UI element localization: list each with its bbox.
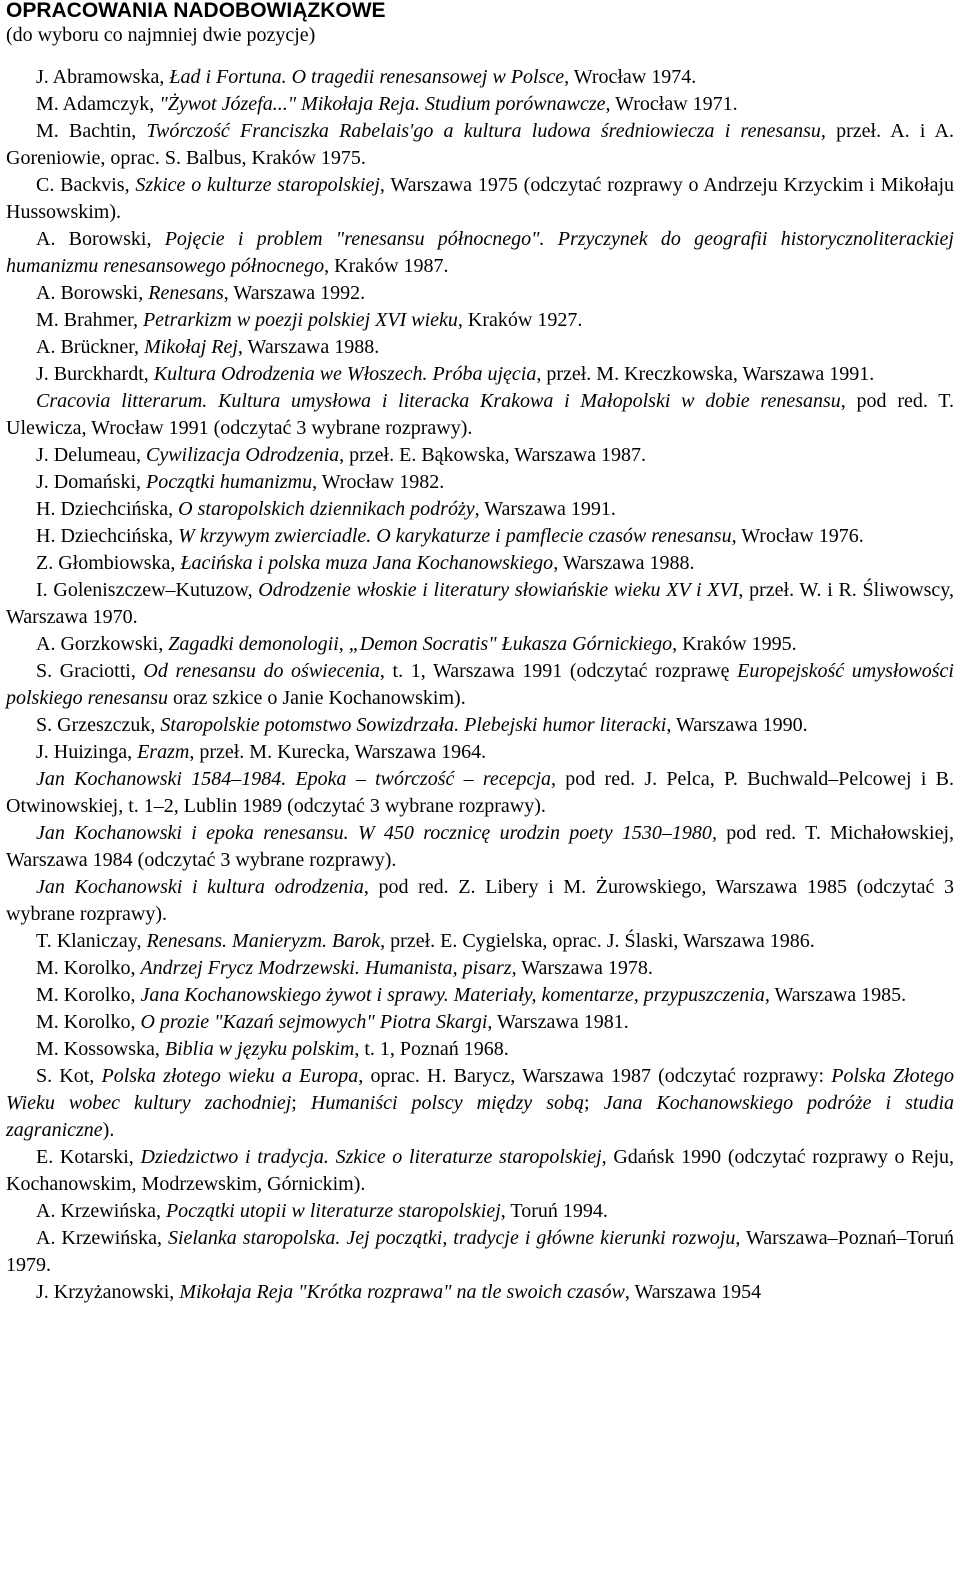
bibliography-entry: [6, 820, 954, 874]
entry-text: M. Korolko,: [36, 1011, 141, 1033]
entry-title: Jan Kochanowski 1584–1984. Epoka – twórczość – recepcja: [36, 768, 551, 790]
entry-text: , Warszawa 1990.: [666, 714, 808, 736]
entry-text: , Gdańsk 1990 (odczytać rozprawy o Reju, Kochanowskim, Modrzewskim, Górnickim).: [6, 1146, 955, 1195]
entry-text: , pod red. T. Ulewicza, Wrocław 1991 (odczytać 3 wybrane rozprawy).: [6, 390, 954, 439]
bibliography-entry: [6, 280, 954, 307]
entry-text: M. Korolko,: [36, 957, 141, 979]
bibliography-entry: [6, 388, 954, 442]
entry-text: , Warszawa 1954: [624, 1281, 762, 1303]
entry-text: , Kraków 1987.: [324, 255, 449, 277]
entry-text: , t. 1, Warszawa 1991 (odczytać rozprawę: [379, 660, 738, 682]
entry-text: , przeł. M. Kreczkowska, Warszawa 1991.: [536, 363, 875, 385]
entry-title: Mikołaj Rej: [144, 336, 238, 358]
bibliography-entry: [6, 874, 954, 928]
entry-title: Ład i Fortuna. O tragedii renesansowej w Polsce: [169, 66, 565, 88]
entry-text: , przeł. E. Cygielska, oprac. J. Ślaski, Warszawa 1986.: [380, 930, 815, 952]
entry-text: Z. Głombiowska,: [36, 552, 181, 574]
entry-text: S. Kot,: [36, 1065, 102, 1087]
bibliography-entry: [6, 1198, 954, 1225]
entry-title: Cywilizacja Odrodzenia: [145, 444, 340, 466]
entry-title: Łacińska i polska muza Jana Kochanowskiego: [180, 552, 554, 574]
entry-text: A. Gorzkowski,: [36, 633, 169, 655]
entry-text: M. Korolko,: [36, 984, 141, 1006]
entry-title: Andrzej Frycz Modrzewski. Humanista, pisarz: [140, 957, 512, 979]
entry-text: J. Burckhardt,: [36, 363, 154, 385]
entry-text: oraz szkice o Janie Kochanowskim).: [168, 687, 466, 709]
entry-text: , Wrocław 1982.: [312, 471, 445, 493]
entry-text: A. Krzewińska,: [36, 1200, 166, 1222]
bibliography-entry: [6, 226, 954, 280]
bibliography-entry: [6, 523, 954, 550]
entry-title: Twórczość Franciszka Rabelais'go a kultura ludowa średniowiecza i renesansu: [146, 120, 821, 142]
bibliography-entry: [6, 1036, 954, 1063]
entry-title: Sielanka staropolska. Jej początki, tradycje i główne kierunki rozwoju: [167, 1227, 736, 1249]
bibliography-entry: [6, 928, 954, 955]
entry-title: Pojęcie i problem "renesansu północnego". Przyczynek do geografii historycznoliterackiej humanizmu renesansowego północnego: [6, 228, 954, 277]
entry-title: Jana Kochanowskiego podróże i studia zagraniczne: [6, 1092, 955, 1141]
entry-text: A. Brückner,: [36, 336, 145, 358]
entry-title: Petrarkizm w poezji polskiej XVI wieku: [142, 309, 458, 331]
section-subheading: (do wyboru co najmniej dwie pozycje): [6, 24, 316, 46]
entry-text: I. Goleniszczew–Kutuzow,: [36, 579, 259, 601]
entry-title: Początki humanizmu: [146, 471, 313, 493]
entry-text: S. Grzeszczuk,: [36, 714, 161, 736]
entry-text: , Kraków 1995.: [672, 633, 797, 655]
bibliography-entry: [6, 631, 954, 658]
entry-title: "Żywot Józefa..." Mikołaja Reja. Studium porównawcze: [159, 93, 606, 115]
bibliography-entry: [6, 982, 954, 1009]
bibliography-entry: [6, 1009, 954, 1036]
entry-title: Dziedzictwo i tradycja. Szkice o literaturze staropolskiej: [140, 1146, 602, 1168]
entry-title: Początki utopii w literaturze staropolskiej: [165, 1200, 501, 1222]
bibliography-entry: [6, 577, 954, 631]
entry-text: C. Backvis,: [36, 174, 136, 196]
entry-title: Jana Kochanowskiego żywot i sprawy. Materiały, komentarze, przypuszczenia: [140, 984, 765, 1006]
entry-title: Zagadki demonologii, „Demon Socratis" Łukasza Górnickiego: [168, 633, 673, 655]
section-heading: OPRACOWANIA NADOBOWIĄZKOWE: [6, 0, 386, 22]
entry-text: J. Krzyżanowski,: [36, 1281, 180, 1303]
entry-text: ;: [583, 1092, 604, 1114]
entry-title: Staropolskie potomstwo Sowizdrzała. Plebejski humor literacki: [160, 714, 667, 736]
bibliography-entry: [6, 496, 954, 523]
bibliography-entry: [6, 307, 954, 334]
entry-text: H. Dziechcińska,: [36, 525, 179, 547]
entry-text: , Warszawa 1981.: [487, 1011, 629, 1033]
entry-title: Jan Kochanowski i epoka renesansu. W 450 rocznicę urodzin poety 1530–1980: [36, 822, 712, 844]
entry-text: M. Brahmer,: [36, 309, 143, 331]
entry-text: , przeł. E. Bąkowska, Warszawa 1987.: [339, 444, 646, 466]
entry-title: Renesans: [148, 282, 224, 304]
entry-title: W krzywym zwierciadle. O karykaturze i pamflecie czasów renesansu: [178, 525, 732, 547]
entry-text: , Warszawa 1992.: [223, 282, 366, 304]
entry-text: M. Bachtin,: [36, 120, 147, 142]
entry-title: Jan Kochanowski i kultura odrodzenia: [36, 876, 364, 898]
bibliography-entry: [6, 1144, 954, 1198]
bibliography-entry: [6, 550, 954, 577]
bibliography-entry: [6, 469, 954, 496]
entry-text: T. Klaniczay,: [36, 930, 147, 952]
bibliography-entry: [6, 172, 954, 226]
entry-title: Humaniści polscy między sobą: [310, 1092, 584, 1114]
bibliography-entry: [6, 64, 954, 91]
bibliography-entry: [6, 361, 954, 388]
entry-text: , Wrocław 1971.: [605, 93, 738, 115]
entry-text: , pod red. T. Michałowskiej, Warszawa 1984 (odczytać 3 wybrane rozprawy).: [6, 822, 955, 871]
entry-text: E. Kotarski,: [36, 1146, 141, 1168]
bibliography-entry: [6, 1063, 954, 1144]
entry-text: , Wrocław 1974.: [564, 66, 697, 88]
entry-title: Od renesansu do oświecenia: [143, 660, 380, 682]
entry-text: A. Borowski,: [36, 282, 149, 304]
entry-text: ;: [291, 1092, 311, 1114]
entry-text: ).: [102, 1119, 115, 1141]
entry-text: , Kraków 1927.: [457, 309, 583, 331]
entry-text: , Toruń 1994.: [500, 1200, 608, 1222]
entry-title: Mikołaja Reja "Krótka rozprawa" na tle swoich czasów: [179, 1281, 625, 1303]
entry-text: , Wrocław 1976.: [731, 525, 864, 547]
bibliography-entry: [6, 766, 954, 820]
entry-text: , pod red. Z. Libery i M. Żurowskiego, Warszawa 1985 (odczytać 3 wybrane rozprawy).: [6, 876, 954, 925]
bibliography-list: [6, 64, 954, 1306]
entry-title: Cracovia litterarum. Kultura umysłowa i literacka Krakowa i Małopolski w dobie renesansu: [36, 390, 841, 412]
entry-text: J. Huizinga,: [36, 741, 138, 763]
bibliography-entry: [6, 955, 954, 982]
entry-text: H. Dziechcińska,: [36, 498, 179, 520]
entry-title: Erazm: [137, 741, 190, 763]
bibliography-entry: [6, 1225, 954, 1279]
entry-text: , pod red. J. Pelca, P. Buchwald–Pelcowej i B. Otwinowskiej, t. 1–2, Lublin 1989 (odczytać 3 wybrane rozprawy).: [6, 768, 954, 817]
entry-text: S. Graciotti,: [36, 660, 144, 682]
entry-title: Szkice o kulturze staropolskiej: [135, 174, 380, 196]
entry-text: A. Krzewińska,: [36, 1227, 168, 1249]
entry-text: , Warszawa 1991.: [474, 498, 616, 520]
entry-text: J. Delumeau,: [36, 444, 146, 466]
entry-title: O staropolskich dziennikach podróży: [178, 498, 475, 520]
entry-text: , oprac. H. Barycz, Warszawa 1987 (odczytać rozprawy:: [358, 1065, 832, 1087]
entry-text: , przeł. M. Kurecka, Warszawa 1964.: [189, 741, 487, 763]
entry-text: , Warszawa 1988.: [237, 336, 380, 358]
entry-text: J. Domański,: [36, 471, 146, 493]
entry-text: , Warszawa 1985.: [764, 984, 907, 1006]
bibliography-entry: [6, 118, 954, 172]
entry-text: , Warszawa–Poznań–Toruń 1979.: [6, 1227, 954, 1276]
bibliography-entry: [6, 91, 954, 118]
entry-title: Kultura Odrodzenia we Włoszech. Próba ujęcia: [153, 363, 537, 385]
entry-text: J. Abramowska,: [36, 66, 170, 88]
bibliography-entry: [6, 712, 954, 739]
entry-text: M. Adamczyk,: [36, 93, 160, 115]
bibliography-entry: [6, 1279, 954, 1306]
entry-title: Biblia w języku polskim: [164, 1038, 355, 1060]
entry-text: , przeł. W. i R. Śliwowscy, Warszawa 1970.: [6, 579, 955, 628]
entry-title: Polska Złotego Wieku wobec kultury zachodniej: [6, 1065, 955, 1114]
bibliography-entry: [6, 739, 954, 766]
entry-text: , Warszawa 1978.: [511, 957, 653, 979]
entry-text: M. Kossowska,: [36, 1038, 165, 1060]
bibliography-entry: [6, 334, 954, 361]
entry-title: Renesans. Manieryzm. Barok: [146, 930, 381, 952]
entry-text: , Warszawa 1988.: [553, 552, 695, 574]
entry-title: Europejskość umysłowości polskiego renesansu: [6, 660, 954, 709]
entry-title: Odrodzenie włoskie i literatury słowiańskie wieku XV i XVI: [258, 579, 739, 601]
entry-text: , Warszawa 1975 (odczytać rozprawy o Andrzeju Krzyckim i Mikołaju Hussowskim).: [6, 174, 955, 223]
entry-text: , przeł. A. i A. Goreniowie, oprac. S. Balbus, Kraków 1975.: [6, 120, 954, 169]
bibliography-entry: [6, 658, 954, 712]
entry-title: O prozie "Kazań sejmowych" Piotra Skargi: [140, 1011, 488, 1033]
entry-text: A. Borowski,: [36, 228, 165, 250]
entry-text: , t. 1, Poznań 1968.: [354, 1038, 509, 1060]
bibliography-entry: [6, 442, 954, 469]
entry-title: Polska złotego wieku a Europa: [101, 1065, 359, 1087]
